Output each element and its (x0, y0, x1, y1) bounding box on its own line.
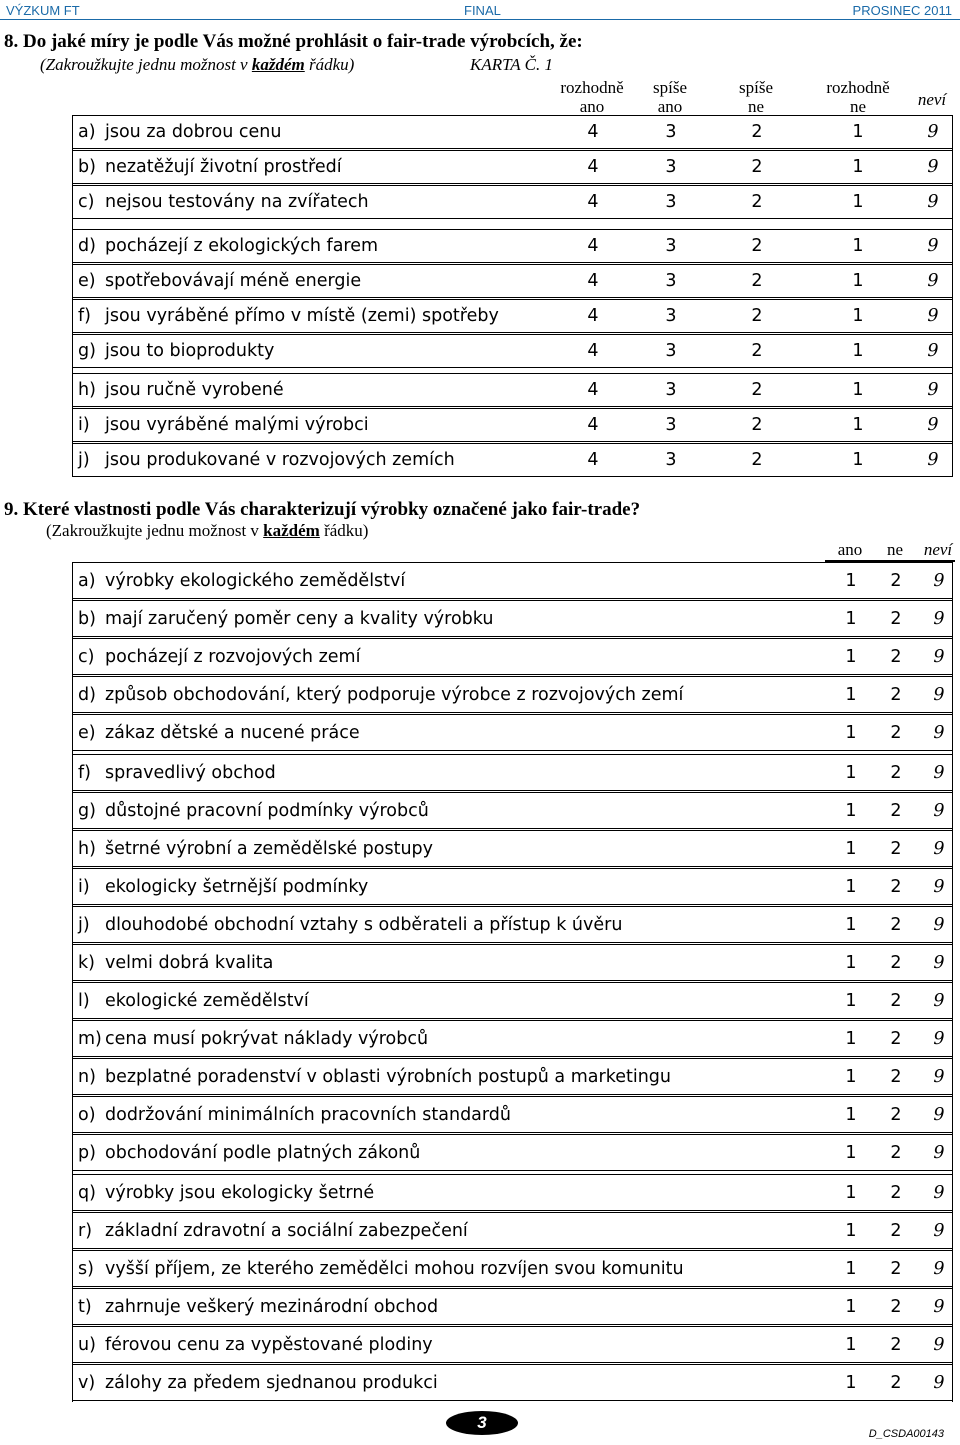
q8-answer-code[interactable]: 4 (587, 236, 599, 256)
running-header (0, 0, 960, 22)
q8-row-label (78, 380, 284, 400)
q9-row-letter: i) (78, 876, 90, 897)
q8-column-header-line2: ano (657, 97, 683, 116)
q9-answer-code[interactable]: 9 (933, 1142, 945, 1163)
q9-answer-code[interactable]: 2 (890, 1258, 902, 1279)
q8-answer-code[interactable]: 2 (751, 450, 763, 470)
q9-row-letter: v) (78, 1372, 96, 1393)
q8-row (73, 334, 952, 368)
q9-answer-code[interactable]: 9 (933, 722, 945, 743)
q9-answer-code[interactable]: 9 (933, 952, 945, 973)
q8-row (73, 150, 952, 184)
q9-answer-code[interactable]: 1 (845, 1258, 857, 1279)
q9-answer-code[interactable]: 1 (845, 800, 857, 821)
q9-answer-code[interactable]: 1 (845, 1372, 857, 1393)
q9-row-label (78, 1335, 433, 1355)
q8-answer-code[interactable]: 9 (927, 157, 939, 177)
q9-row-letter: d) (78, 684, 96, 705)
q8-row (73, 443, 952, 477)
q8-answer-code[interactable]: 4 (587, 122, 599, 142)
q8-row-label (78, 271, 361, 291)
q9-answer-code[interactable]: 1 (845, 1296, 857, 1317)
q9-row-letter: k) (78, 952, 95, 973)
q8-column-header-line2: ne (747, 97, 765, 116)
q8-answer-code[interactable]: 3 (665, 236, 677, 256)
q9-answer-code[interactable]: 2 (890, 1104, 902, 1125)
q8-row-label (78, 236, 378, 256)
q9-row-text: cena musí pokrývat náklady výrobců (105, 1028, 429, 1049)
q9-row-text: základní zdravotní a sociální zabezpečení (105, 1220, 468, 1241)
q9-answer-code[interactable]: 2 (890, 608, 902, 629)
q8-answer-code[interactable]: 2 (751, 192, 763, 212)
q9-answer-code[interactable]: 2 (890, 990, 902, 1011)
q9-row-text: zahrnuje veškerý mezinárodní obchod (105, 1296, 439, 1317)
q9-row-text: dlouhodobé obchodní vztahy s odběrateli a přístup k úvěru (105, 914, 623, 935)
q9-answer-code[interactable]: 2 (890, 570, 902, 591)
q8-answer-code[interactable]: 9 (927, 122, 939, 142)
q9-row-label (78, 723, 360, 743)
q9-row-letter: c) (78, 646, 95, 667)
q9-row-text: spravedlivý obchod (105, 762, 276, 783)
q9-row (73, 1250, 952, 1287)
q8-row-letter: b) (78, 157, 96, 177)
q8-row-label (78, 306, 499, 326)
q9-answer-code[interactable]: 9 (933, 608, 945, 629)
q9-row-label (78, 571, 405, 591)
q9-answer-code[interactable]: 1 (845, 1182, 857, 1203)
q9-row-label (78, 685, 683, 705)
q9-row-text: způsob obchodování, který podporuje výrobce z rozvojových zemí (105, 684, 684, 705)
q9-row-label (78, 1259, 684, 1279)
q8-row (73, 115, 952, 149)
q9-row-label (78, 1105, 511, 1125)
q9-row-letter: n) (78, 1066, 96, 1087)
q9-answer-code[interactable]: 1 (845, 608, 857, 629)
q9-row-letter: q) (78, 1182, 96, 1203)
q9-row-label (78, 991, 309, 1011)
q8-answer-code[interactable]: 4 (587, 341, 599, 361)
q8-answer-code[interactable]: 3 (665, 341, 677, 361)
q9-answer-code[interactable]: 9 (933, 800, 945, 821)
q9-row-letter: l) (78, 990, 90, 1011)
q9-row-letter: o) (78, 1104, 96, 1125)
q8-column-header-line2: ne (849, 97, 867, 116)
q9-answer-code[interactable]: 2 (890, 722, 902, 743)
q9-answer-code[interactable]: 2 (890, 1142, 902, 1163)
q9-answer-code[interactable]: 1 (845, 1220, 857, 1241)
q8-answer-code[interactable]: 4 (587, 192, 599, 212)
q9-row (73, 944, 952, 981)
header-status: FINAL (464, 3, 501, 18)
q9-row-text: dodržování minimálních pracovních standardů (105, 1104, 511, 1125)
q8-answer-code[interactable]: 2 (751, 236, 763, 256)
q9-answer-code[interactable]: 1 (845, 1104, 857, 1125)
q9-answer-code[interactable]: 9 (933, 1220, 945, 1241)
q9-row-label (78, 647, 360, 667)
q8-column-header (711, 78, 801, 116)
q9-row-text: výrobky jsou ekologicky šetrné (105, 1182, 375, 1203)
q8-row-text: nejsou testovány na zvířatech (105, 192, 369, 212)
q9-answer-code[interactable]: 1 (845, 570, 857, 591)
q8-answer-code[interactable]: 9 (927, 192, 939, 212)
q8-answer-code[interactable]: 1 (852, 341, 864, 361)
q8-answer-code[interactable]: 9 (927, 341, 939, 361)
q8-answer-code[interactable]: 3 (665, 157, 677, 177)
q9-answer-code[interactable]: 2 (890, 1066, 902, 1087)
q8-answer-code[interactable]: 9 (927, 380, 939, 400)
q9-row-text: zákaz dětské a nucené práce (105, 722, 360, 743)
q9-column-header: neví (923, 540, 953, 559)
q8-row-text: jsou produkované v rozvojových zemích (105, 450, 455, 470)
q9-answer-code[interactable]: 2 (890, 800, 902, 821)
q9-row (73, 754, 952, 791)
q9-answer-code[interactable]: 2 (890, 838, 902, 859)
q9-row-label (78, 1297, 438, 1317)
q9-answer-code[interactable]: 1 (845, 1028, 857, 1049)
q8-row-text: pocházejí z ekologických farem (105, 236, 379, 256)
q8-row-letter: a) (78, 122, 96, 142)
q9-row-text: velmi dobrá kvalita (105, 952, 274, 973)
q9-row-text: ekologické zemědělství (105, 990, 309, 1011)
q8-row-letter: j) (78, 450, 90, 470)
q9-row-label (78, 801, 429, 821)
q9-answer-code[interactable]: 2 (890, 1334, 902, 1355)
q8-title: 8. Do jaké míry je podle Vás možné prohlásit o fair-trade výrobcích, že: (4, 31, 583, 52)
q8-row-text: jsou za dobrou cenu (105, 122, 282, 142)
q8-column-header (547, 78, 637, 116)
q8-answer-code[interactable]: 2 (751, 341, 763, 361)
q8-answer-code[interactable]: 1 (852, 271, 864, 291)
q8-answer-code[interactable]: 1 (852, 450, 864, 470)
q8-answer-code[interactable]: 4 (587, 415, 599, 435)
q8-table (72, 115, 953, 477)
q8-column-header-line1: spíše (653, 78, 687, 97)
q8-column-header-line1: neví (917, 90, 947, 109)
q9-row-label (78, 1183, 374, 1203)
q9-row-text: šetrné výrobní a zemědělské postupy (105, 838, 434, 859)
q9-row-letter: g) (78, 800, 96, 821)
q9-answer-code[interactable]: 9 (933, 762, 945, 783)
q8-answer-code[interactable]: 1 (852, 415, 864, 435)
q8-answer-code[interactable]: 9 (927, 236, 939, 256)
q9-row-label (78, 839, 433, 859)
q8-answer-code[interactable]: 4 (587, 380, 599, 400)
q9-answer-code[interactable]: 2 (890, 952, 902, 973)
q8-row (73, 373, 952, 407)
q9-row-text: výrobky ekologického zemědělství (105, 570, 406, 591)
q9-row-label (78, 1143, 420, 1163)
q9-answer-code[interactable]: 2 (890, 876, 902, 897)
q9-answer-code[interactable]: 9 (933, 1182, 945, 1203)
q9-row (73, 1174, 952, 1211)
q9-row-letter: h) (78, 838, 96, 859)
q8-row-letter: e) (78, 271, 96, 291)
q8-answer-code[interactable]: 9 (927, 306, 939, 326)
q9-row-label (78, 915, 622, 935)
q9-row (73, 562, 952, 599)
q8-answer-code[interactable]: 3 (665, 122, 677, 142)
q9-answer-code[interactable]: 9 (933, 1258, 945, 1279)
q8-answer-code[interactable]: 4 (587, 450, 599, 470)
q9-row (73, 1364, 952, 1401)
q9-answer-code[interactable]: 1 (845, 990, 857, 1011)
q9-answer-code[interactable]: 2 (890, 646, 902, 667)
q8-answer-code[interactable]: 2 (751, 271, 763, 291)
q8-row-label (78, 122, 281, 142)
q8-answer-code[interactable]: 3 (665, 380, 677, 400)
q9-row (73, 1134, 952, 1171)
q9-row-text: důstojné pracovní podmínky výrobců (105, 800, 429, 821)
q8-answer-code[interactable]: 1 (852, 236, 864, 256)
q9-answer-code[interactable]: 9 (933, 914, 945, 935)
q9-answer-code[interactable]: 1 (845, 838, 857, 859)
q8-row (73, 408, 952, 442)
q8-answer-code[interactable]: 1 (852, 380, 864, 400)
q9-row-letter: u) (78, 1334, 96, 1355)
q8-answer-code[interactable]: 1 (852, 192, 864, 212)
q9-row (73, 600, 952, 637)
q9-row-text: ekologicky šetrnější podmínky (105, 876, 369, 897)
q8-column-header-line1: spíše (739, 78, 773, 97)
q8-column-header (887, 90, 960, 109)
q8-answer-code[interactable]: 4 (587, 306, 599, 326)
q8-row-label (78, 450, 455, 470)
q9-row (73, 1326, 952, 1363)
q8-answer-code[interactable]: 1 (852, 157, 864, 177)
q9-row-letter: p) (78, 1142, 96, 1163)
q8-answer-code[interactable]: 9 (927, 450, 939, 470)
q9-answer-code[interactable]: 2 (890, 1296, 902, 1317)
q9-row (73, 676, 952, 713)
q9-answer-code[interactable]: 9 (933, 1028, 945, 1049)
q8-column-header (625, 78, 715, 116)
q8-row-label (78, 341, 274, 361)
q8-answer-code[interactable]: 2 (751, 157, 763, 177)
q8-row-letter: f) (78, 306, 91, 326)
q9-row-text: férovou cenu za vypěstované plodiny (105, 1334, 433, 1355)
q9-column-header: ano (837, 540, 863, 559)
q9-answer-code[interactable]: 9 (933, 1296, 945, 1317)
q8-row-letter: h) (78, 380, 96, 400)
q9-answer-code[interactable]: 1 (845, 876, 857, 897)
q8-column-header-line1: rozhodně (826, 78, 890, 97)
header-project: VÝZKUM FT (6, 3, 80, 18)
q9-answer-code[interactable]: 9 (933, 570, 945, 591)
q9-row-letter: j) (78, 914, 90, 935)
q9-row-label (78, 877, 368, 897)
q9-row-letter: m) (78, 1028, 102, 1049)
q9-answer-code[interactable]: 1 (845, 1334, 857, 1355)
q8-instruction: (Zakroužkujte jednu možnost v každém řádku) (40, 55, 355, 74)
q9-instruction: (Zakroužkujte jednu možnost v každém řádku) (46, 521, 369, 540)
q8-row-label (78, 415, 369, 435)
q8-column-header-line2: ano (579, 97, 605, 116)
q8-row-label (78, 192, 369, 212)
q9-row-letter: s) (78, 1258, 94, 1279)
q9-answer-code[interactable]: 1 (845, 914, 857, 935)
q9-answer-code[interactable]: 2 (890, 762, 902, 783)
q8-row-text: jsou ručně vyrobené (105, 380, 284, 400)
q9-row (73, 906, 952, 943)
q9-row (73, 830, 952, 867)
q9-row (73, 1020, 952, 1057)
q9-table (72, 562, 953, 1402)
page-number: 3 (477, 1413, 487, 1432)
q8-row (73, 299, 952, 333)
q9-row-label (78, 953, 273, 973)
q9-row (73, 1212, 952, 1249)
q9-row-letter: r) (78, 1220, 93, 1241)
q9-title: 9. Které vlastnosti podle Vás charakterizují výrobky označené jako fair-trade? (4, 499, 641, 520)
q9-row (73, 792, 952, 829)
q9-answer-code[interactable]: 2 (890, 684, 902, 705)
q8-answer-code[interactable]: 4 (587, 157, 599, 177)
q8-answer-code[interactable]: 3 (665, 271, 677, 291)
q9-row-text: obchodování podle platných zákonů (105, 1142, 421, 1163)
q9-row-letter: t) (78, 1296, 92, 1317)
page-number-badge (446, 1411, 518, 1435)
q9-row-label (78, 763, 276, 783)
q9-answer-code[interactable]: 1 (845, 762, 857, 783)
q9-row-letter: f) (78, 762, 91, 783)
q8-row-letter: c) (78, 192, 95, 212)
q9-row-text: zálohy za předem sjednanou produkci (105, 1372, 438, 1393)
q8-row-letter: d) (78, 236, 96, 256)
q8-answer-code[interactable]: 4 (587, 271, 599, 291)
q9-answer-code[interactable]: 2 (890, 1372, 902, 1393)
q8-answer-code[interactable]: 2 (751, 306, 763, 326)
q9-answer-code[interactable]: 9 (933, 876, 945, 897)
q9-row-label (78, 1221, 468, 1241)
q8-answer-code[interactable]: 2 (751, 122, 763, 142)
q8-card-label: KARTA Č. 1 (470, 55, 553, 74)
q9-answer-code[interactable]: 9 (933, 1372, 945, 1393)
q9-row-text: bezplatné poradenství v oblasti výrobních postupů a marketingu (105, 1066, 671, 1087)
q8-row-letter: i) (78, 415, 90, 435)
q8-row (73, 264, 952, 298)
q9-column-header: ne (886, 540, 904, 559)
q9-row (73, 638, 952, 675)
q9-row-label (78, 609, 493, 629)
q8-answer-code[interactable]: 3 (665, 192, 677, 212)
q8-answer-code[interactable]: 3 (665, 450, 677, 470)
q8-answer-code[interactable]: 2 (751, 415, 763, 435)
q8-row-text: nezatěžují životní prostředí (105, 157, 342, 177)
q9-row (73, 1288, 952, 1325)
q9-row-label (78, 1067, 671, 1087)
q9-row-letter: b) (78, 608, 96, 629)
q8-row-text: spotřebovávají méně energie (105, 271, 362, 291)
q9-row (73, 982, 952, 1019)
q8-answer-code[interactable]: 1 (852, 306, 864, 326)
q9-answer-code[interactable]: 9 (933, 1104, 945, 1125)
q9-answer-code[interactable]: 9 (933, 646, 945, 667)
q9-answer-code[interactable]: 2 (890, 914, 902, 935)
document-code: D_CSDA00143 (868, 1428, 944, 1440)
q9-answer-code[interactable]: 1 (845, 952, 857, 973)
q9-answer-code[interactable]: 2 (890, 1028, 902, 1049)
q9-answer-code[interactable]: 1 (845, 684, 857, 705)
q8-row-letter: g) (78, 341, 96, 361)
q9-answer-code[interactable]: 9 (933, 838, 945, 859)
q9-row-text: pocházejí z rozvojových zemí (105, 646, 361, 667)
q9-answer-code[interactable]: 1 (845, 646, 857, 667)
q9-row-letter: e) (78, 722, 96, 743)
q9-row-label (78, 1029, 428, 1049)
q9-answer-code[interactable]: 1 (845, 722, 857, 743)
q8-row-label (78, 157, 342, 177)
q9-row-letter: a) (78, 570, 96, 591)
q9-row-text: mají zaručený poměr ceny a kvality výrobku (105, 608, 494, 629)
q8-answer-code[interactable]: 9 (927, 271, 939, 291)
q9-row (73, 1058, 952, 1095)
q9-answer-code[interactable]: 9 (933, 684, 945, 705)
q8-row (73, 185, 952, 219)
q9-answer-code[interactable]: 9 (933, 1334, 945, 1355)
q9-answer-code[interactable]: 2 (890, 1182, 902, 1203)
q9-row (73, 714, 952, 751)
q8-answer-code[interactable]: 3 (665, 306, 677, 326)
header-date: PROSINEC 2011 (852, 3, 952, 18)
q9-answer-code[interactable]: 2 (890, 1220, 902, 1241)
q8-answer-code[interactable]: 1 (852, 122, 864, 142)
q8-row-text: jsou vyráběné přímo v místě (zemi) spotřeby (105, 306, 499, 326)
q8-answer-code[interactable]: 2 (751, 380, 763, 400)
header-rule (0, 19, 960, 20)
q9-answer-code[interactable]: 1 (845, 1142, 857, 1163)
q8-row-text: jsou to bioprodukty (105, 341, 275, 361)
q8-column-header-line1: rozhodně (560, 78, 624, 97)
q9-row-text: vyšší příjem, ze kterého zemědělci mohou rozvíjen svou komunitu (105, 1258, 684, 1279)
q8-answer-code[interactable]: 3 (665, 415, 677, 435)
q9-answer-code[interactable]: 9 (933, 1066, 945, 1087)
q9-answer-code[interactable]: 1 (845, 1066, 857, 1087)
q8-row (73, 229, 952, 263)
q9-row (73, 1096, 952, 1133)
q9-row-label (78, 1373, 438, 1393)
q8-row-text: jsou vyráběné malými výrobci (105, 415, 369, 435)
q9-row (73, 868, 952, 905)
q8-answer-code[interactable]: 9 (927, 415, 939, 435)
q9-answer-code[interactable]: 9 (933, 990, 945, 1011)
